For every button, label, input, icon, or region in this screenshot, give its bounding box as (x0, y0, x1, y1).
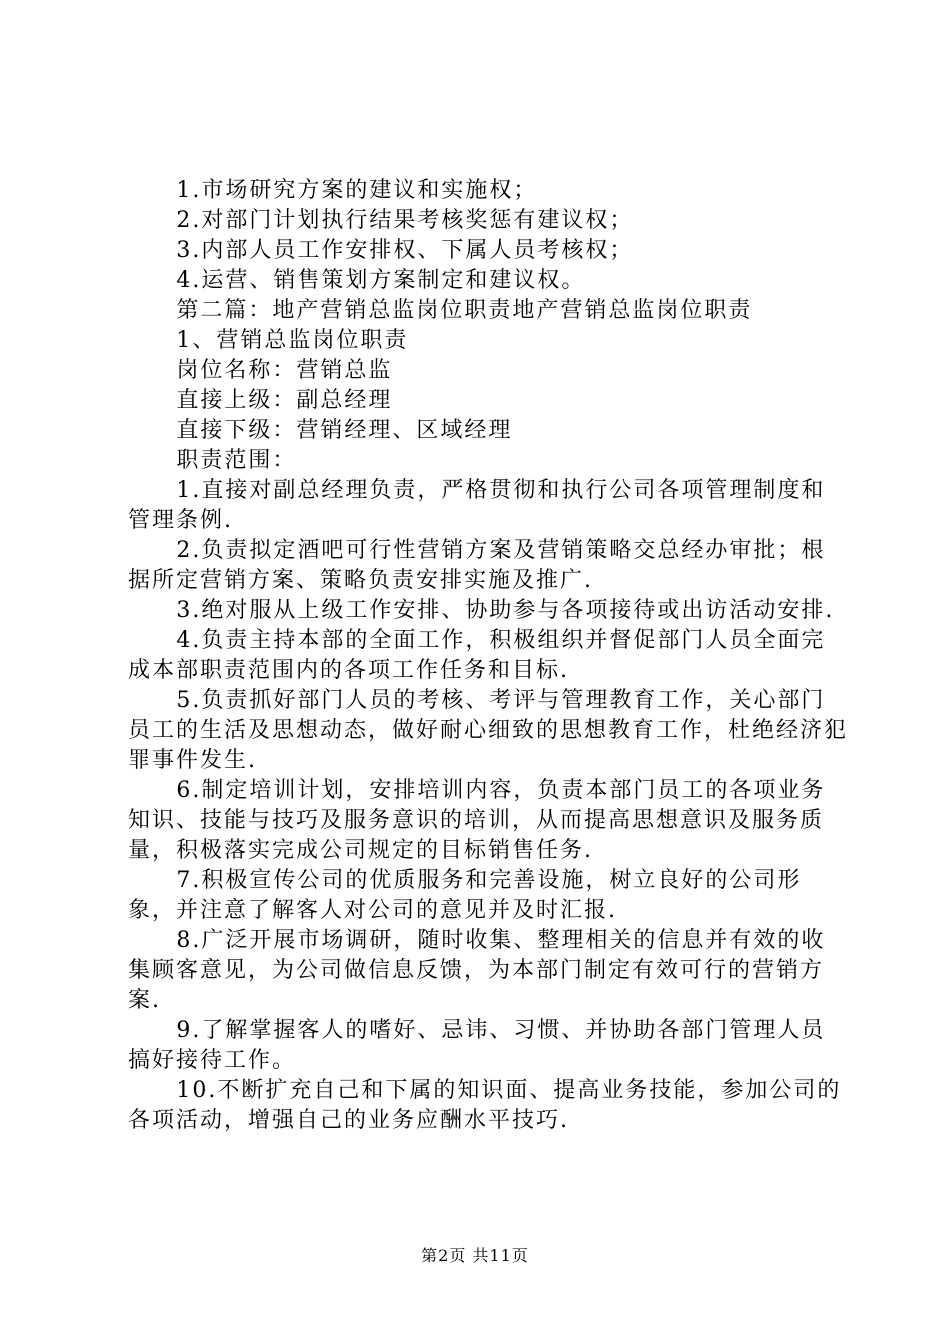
section-heading: 第二篇：地产营销总监岗位职责地产营销总监岗位职责 (176, 298, 753, 323)
list-item: 1.直接对副总经理负责，严格贯彻和执行公司各项管理制度和管理条例. (128, 478, 826, 533)
list-item: 3.内部人员工作安排权、下属人员考核权； (176, 238, 634, 263)
list-item: 4.运营、销售策划方案制定和建议权。 (176, 268, 586, 293)
job-title-line: 岗位名称：营销总监 (176, 358, 393, 383)
list-item: 9.了解掌握客人的嗜好、忌讳、习惯、并协助各部门管理人员搞好接待工作。 (128, 1018, 826, 1073)
list-item: 5.负责抓好部门人员的考核、考评与管理教育工作，关心部门员工的生活及思想动态，做好耐心细致的思想教育工作，杜绝经济犯罪事件发生. (128, 688, 849, 773)
list-item: 2.对部门计划执行结果考核奖惩有建议权； (176, 208, 634, 233)
list-item: 3.绝对服从上级工作安排、协助参与各项接待或出访活动安排. (176, 598, 835, 623)
page-footer (0, 1243, 950, 1266)
list-item: 6.制定培训计划，安排培训内容，负责本部门员工的各项业务知识、技能与技巧及服务意识的培训，从而提高思想意识及服务质量，积极落实完成公司规定的目标销售任务. (128, 778, 826, 863)
subordinate-line: 直接下级：营销经理、区域经理 (176, 418, 513, 443)
list-item: 7.积极宣传公司的优质服务和完善设施，树立良好的公司形象，并注意了解客人对公司的意见并及时汇报. (128, 868, 802, 923)
sub-heading: 1、营销总监岗位职责 (176, 328, 409, 353)
list-item: 4.负责主持本部的全面工作，积极组织并督促部门人员全面完成本部职责范围内的各项工作任务和目标. (128, 628, 826, 683)
list-item: 2.负责拟定酒吧可行性营销方案及营销策略交总经办审批；根据所定营销方案、策略负责安排实施及推广. (128, 538, 826, 593)
page-number: 第2页 共11页 (421, 1246, 529, 1265)
list-item: 10.不断扩充自己和下属的知识面、提高业务技能，参加公司的各项活动，增强自己的业务应酬水平技巧. (128, 1078, 842, 1133)
superior-line: 直接上级：副总经理 (176, 388, 393, 413)
list-item: 1.市场研究方案的建议和实施权； (176, 178, 538, 203)
list-item: 8.广泛开展市场调研，随时收集、整理相关的信息并有效的收集顾客意见，为公司做信息反馈，为本部门制定有效可行的营销方案. (128, 928, 826, 1013)
scope-label: 职责范围： (176, 448, 297, 473)
document-body (128, 176, 848, 1136)
